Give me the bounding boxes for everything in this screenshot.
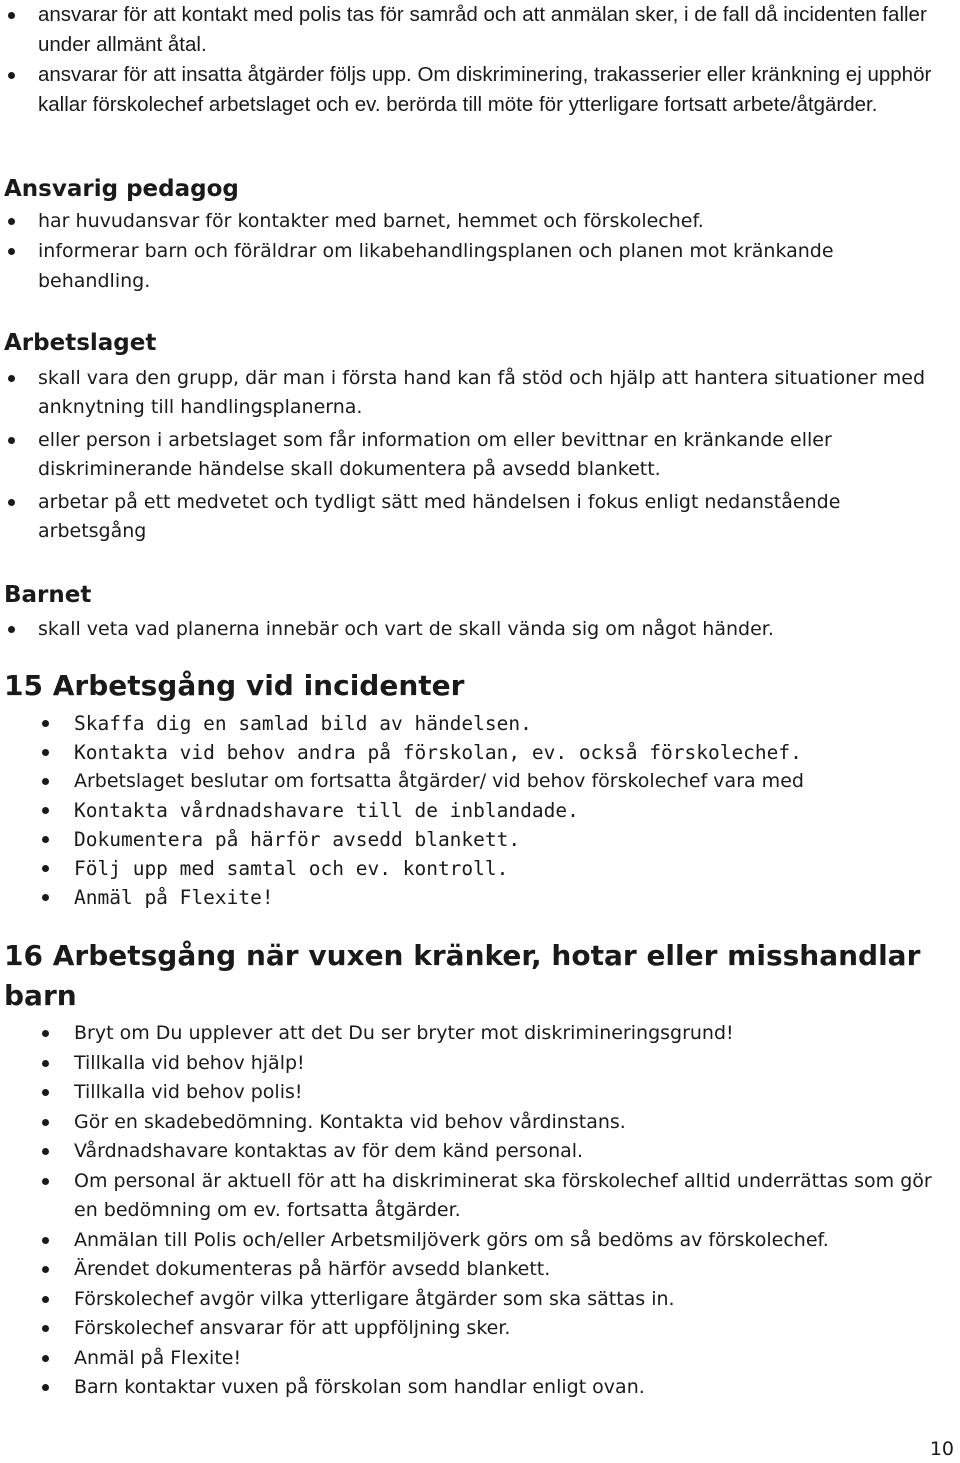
list-item	[0, 236, 940, 296]
section-15-list	[0, 709, 940, 912]
bullet-icon	[42, 1148, 49, 1155]
list-item	[0, 426, 940, 484]
section-16-list	[0, 1019, 940, 1403]
bullet-icon	[42, 1119, 49, 1126]
bullet-icon	[42, 1266, 49, 1273]
list-item	[0, 1108, 940, 1138]
list-item-text: Kontakta vid behov andra på förskolan, ev. också förskolechef.	[74, 741, 802, 764]
list-item	[0, 709, 940, 738]
list-item-text: informerar barn och föräldrar om likabehandlingsplanen och planen mot kränkande behandling.	[38, 240, 834, 292]
list-item-text: ansvarar för att insatta åtgärder följs upp. Om diskriminering, trakasserier eller kränkning ej upphör kallar förskolechef arbetslaget och ev. berörda till möte för ytterligare fortsatt arbete/åtgärder.	[38, 63, 932, 116]
bullet-icon	[8, 499, 15, 506]
list-item-text: Anmälan till Polis och/eller Arbetsmiljöverk görs om så bedöms av förskolechef.	[74, 1228, 829, 1251]
list-item-text: Ärendet dokumenteras på härför avsedd blankett.	[74, 1258, 551, 1280]
list-item-text: har huvudansvar för kontakter med barnet, hemmet och förskolechef.	[38, 210, 704, 232]
bullet-icon	[42, 836, 49, 843]
bullet-icon	[42, 1237, 49, 1244]
list-item-text: Bryt om Du upplever att det Du ser bryter mot diskrimineringsgrund!	[74, 1022, 734, 1044]
bullet-icon	[8, 375, 15, 382]
arbetslaget-list	[0, 364, 940, 546]
list-item	[0, 0, 940, 60]
list-item-text: Förskolechef avgör vilka ytterligare åtgärder som ska sättas in.	[74, 1287, 675, 1310]
bullet-icon	[8, 626, 15, 633]
list-item	[0, 1019, 940, 1049]
list-item-text: eller person i arbetslaget som får information om eller bevittnar en kränkande eller diskriminerande händelse skall dokumentera på avsedd blankett.	[38, 429, 832, 480]
list-item-text: Tillkalla vid behov polis!	[74, 1081, 303, 1103]
bullet-icon	[42, 865, 49, 872]
list-item-text: Följ upp med samtal och ev. kontroll.	[74, 857, 509, 880]
list-item	[0, 1078, 940, 1108]
list-item-text: Förskolechef ansvarar för att uppföljning sker.	[74, 1317, 511, 1339]
list-item-text: Om personal är aktuell för att ha diskriminerat ska förskolechef alltid underrättas som gör en bedömning om ev. fortsatta åtgärder.	[74, 1169, 932, 1221]
list-item-text: Vårdnadshavare kontaktas av för dem känd personal.	[74, 1140, 584, 1162]
ansvarig-list	[0, 206, 940, 296]
intro-list	[0, 0, 940, 120]
list-item-text: Anmäl på Flexite!	[74, 1346, 242, 1369]
list-item-text: arbetar på ett medvetet och tydligt sätt med händelsen i fokus enligt nedanstående arbetsgång	[38, 491, 841, 542]
list-item	[0, 1049, 940, 1079]
heading-ansvarig-pedagog: Ansvarig pedagog	[4, 176, 239, 202]
list-item	[0, 738, 940, 767]
list-item	[0, 60, 940, 120]
bullet-icon	[42, 778, 49, 785]
bullet-icon	[42, 720, 49, 727]
list-item	[0, 1285, 940, 1315]
barnet-list	[0, 614, 940, 644]
list-item	[0, 1137, 940, 1167]
list-item-text: Tillkalla vid behov hjälp!	[74, 1051, 305, 1074]
list-item-text: skall vara den grupp, där man i första hand kan få stöd och hjälp att hantera situationer med anknytning till handlingsplanerna.	[38, 367, 926, 418]
list-item-text: ansvarar för att kontakt med polis tas för samråd och att anmälan sker, i de fall då incidenten faller under allmänt åtal.	[38, 3, 927, 56]
heading-section-16: 16 Arbetsgång när vuxen kränker, hotar eller misshandlar barn	[4, 939, 921, 1012]
heading-arbetslaget: Arbetslaget	[4, 330, 157, 356]
list-item	[0, 1373, 940, 1403]
bullet-icon	[42, 1325, 49, 1332]
list-item-text: Gör en skadebedömning. Kontakta vid behov vårdinstans.	[74, 1110, 626, 1133]
bullet-icon	[42, 1060, 49, 1067]
bullet-icon	[42, 1089, 49, 1096]
list-item	[0, 364, 940, 422]
bullet-icon	[42, 749, 49, 756]
bullet-icon	[42, 1296, 49, 1303]
list-item	[0, 1167, 940, 1226]
list-item-text: Dokumentera på härför avsedd blankett.	[74, 828, 521, 851]
list-item-text: Anmäl på Flexite!	[74, 886, 274, 909]
list-item-text: Kontakta vårdnadshavare till de inblandade.	[74, 799, 579, 822]
bullet-icon	[42, 807, 49, 814]
list-item-text: Skaffa dig en samlad bild av händelsen.	[74, 712, 532, 735]
bullet-icon	[42, 1178, 49, 1185]
list-item	[0, 1344, 940, 1374]
heading-barnet: Barnet	[4, 582, 92, 608]
list-item	[0, 825, 940, 854]
bullet-icon	[42, 1030, 49, 1037]
list-item	[0, 1226, 940, 1256]
bullet-icon	[42, 1384, 49, 1391]
list-item	[0, 488, 940, 546]
page-number: 10	[929, 1438, 954, 1460]
list-item	[0, 1255, 940, 1285]
list-item	[0, 883, 940, 912]
bullet-icon	[8, 72, 15, 79]
list-item-text: skall veta vad planerna innebär och vart de skall vända sig om något händer.	[38, 618, 774, 640]
heading-section-15: 15 Arbetsgång vid incidenter	[4, 669, 465, 702]
list-item-text: Arbetslaget beslutar om fortsatta åtgärder/ vid behov förskolechef vara med	[74, 770, 804, 792]
bullet-icon	[42, 894, 49, 901]
list-item	[0, 796, 940, 825]
list-item	[0, 854, 940, 883]
bullet-icon	[42, 1355, 49, 1362]
list-item	[0, 206, 940, 236]
list-item-text: Barn kontaktar vuxen på förskolan som handlar enligt ovan.	[74, 1376, 645, 1398]
bullet-icon	[8, 12, 15, 19]
bullet-icon	[8, 218, 15, 225]
bullet-icon	[8, 248, 15, 255]
list-item	[0, 767, 940, 796]
bullet-icon	[8, 437, 15, 444]
list-item	[0, 1314, 940, 1344]
list-item	[0, 614, 940, 644]
